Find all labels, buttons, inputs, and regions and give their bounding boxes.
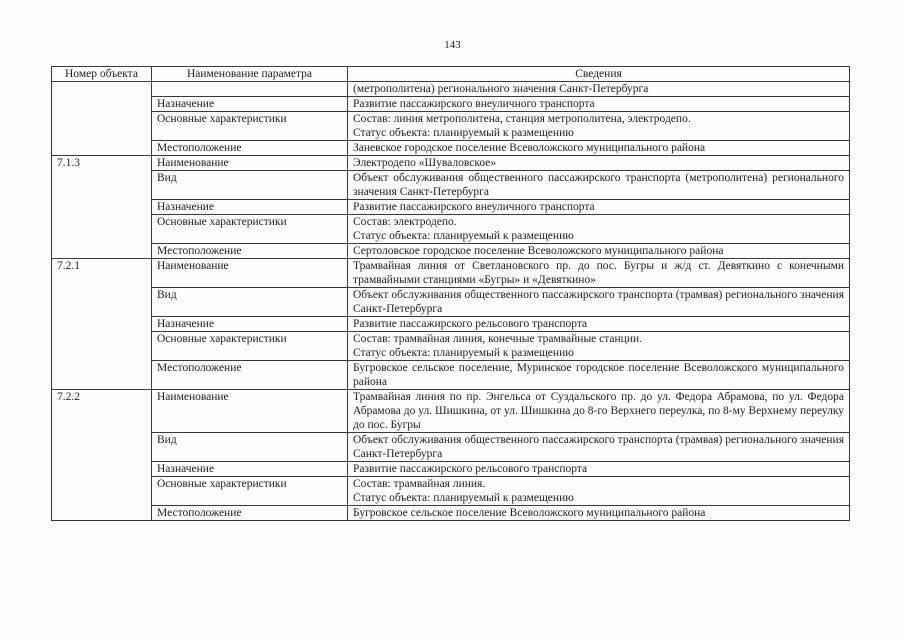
object-number-cell [52, 97, 152, 112]
details-line: Объект обслуживания общественного пассажирского транспорта (трамвая) регионального значения Санкт-Петербурга [353, 289, 844, 315]
objects-table [51, 66, 850, 521]
table-row [52, 82, 850, 97]
parameter-name-cell: Основные характеристики [152, 215, 348, 244]
parameter-name-cell: Наименование [152, 156, 348, 171]
details-cell [348, 332, 850, 361]
details-line: Трамвайная линия по пр. Энгельса от Суздальского пр. до ул. Федора Абрамова, по ул. Федора Абрамова до ул. Шишкина, от ул. Шишкина до 8-го Верхнего переулка, по 8-му Верхнему переулку до пос. Бугры [353, 391, 844, 431]
details-cell [348, 112, 850, 141]
parameter-name-cell: Вид [152, 288, 348, 317]
details-line: Развитие пассажирского рельсового транспорта [353, 463, 588, 475]
table-row [52, 477, 850, 506]
details-line: Развитие пассажирского внеуличного транспорта [353, 201, 595, 213]
details-line: Заневское городское поселение Всеволожского муниципального района [353, 142, 706, 154]
details-cell [348, 82, 850, 97]
object-number-cell [52, 332, 152, 361]
table-row [52, 462, 850, 477]
parameter-name-cell: Основные характеристики [152, 112, 348, 141]
object-number-cell [52, 215, 152, 244]
object-number-cell [52, 361, 152, 390]
object-number-cell [52, 200, 152, 215]
details-line: Развитие пассажирского рельсового транспорта [353, 318, 588, 330]
object-number-cell: 7.1.3 [52, 156, 152, 171]
header-details: Сведения [348, 67, 850, 82]
details-cell [348, 462, 850, 477]
object-number-cell [52, 317, 152, 332]
object-number-cell [52, 477, 152, 506]
table-row [52, 390, 850, 433]
object-number-cell [52, 141, 152, 156]
details-line: Объект обслуживания общественного пассажирского транспорта (трамвая) регионального значения Санкт-Петербурга [353, 434, 844, 460]
table-row [52, 317, 850, 332]
table-row [52, 112, 850, 141]
details-line: Состав: трамвайная линия, конечные трамвайные станции. [353, 333, 643, 345]
details-cell [348, 141, 850, 156]
object-number-cell [52, 244, 152, 259]
object-number-cell [52, 433, 152, 462]
table-row [52, 361, 850, 390]
details-cell [348, 215, 850, 244]
details-cell [348, 477, 850, 506]
details-cell [348, 361, 850, 390]
table-header-row [52, 67, 850, 82]
details-line: (метрополитена) регионального значения Санкт-Петербурга [353, 83, 649, 95]
parameter-name-cell [152, 82, 348, 97]
details-line: Состав: электродепо. [353, 216, 457, 228]
table-row [52, 141, 850, 156]
parameter-name-cell: Назначение [152, 317, 348, 332]
header-object-number: Номер объекта [52, 67, 152, 82]
details-line: Статус объекта: планируемый к размещению [353, 230, 574, 242]
table-body [52, 82, 850, 521]
object-number-cell [52, 288, 152, 317]
details-line: Состав: линия метрополитена, станция метрополитена, электродепо. [353, 113, 691, 125]
details-line: Трамвайная линия от Светлановского пр. до пос. Бугры и ж/д ст. Девяткино с конечными трамвайными станциями «Бугры» и «Девяткино» [353, 260, 844, 286]
parameter-name-cell: Наименование [152, 390, 348, 433]
parameter-name-cell: Назначение [152, 200, 348, 215]
table-row [52, 171, 850, 200]
details-cell [348, 390, 850, 433]
parameter-name-cell: Назначение [152, 97, 348, 112]
header-parameter-name: Наименование параметра [152, 67, 348, 82]
details-line: Бугровское сельское поселение Всеволожского муниципального района [353, 507, 706, 519]
parameter-name-cell: Местоположение [152, 244, 348, 259]
parameter-name-cell: Вид [152, 433, 348, 462]
object-number-cell [52, 112, 152, 141]
table-row [52, 156, 850, 171]
details-cell [348, 156, 850, 171]
details-line: Статус объекта: планируемый к размещению [353, 347, 574, 359]
parameter-name-cell: Назначение [152, 462, 348, 477]
table-row [52, 244, 850, 259]
details-line: Статус объекта: планируемый к размещению [353, 127, 574, 139]
details-cell [348, 97, 850, 112]
parameter-name-cell: Наименование [152, 259, 348, 288]
object-number-cell: 7.2.2 [52, 390, 152, 433]
details-cell [348, 200, 850, 215]
details-cell [348, 171, 850, 200]
object-number-cell [52, 171, 152, 200]
page-number: 143 [444, 39, 461, 51]
object-number-cell [52, 462, 152, 477]
details-cell [348, 433, 850, 462]
table-row [52, 215, 850, 244]
table-row [52, 97, 850, 112]
table-row [52, 433, 850, 462]
table-row [52, 506, 850, 521]
object-number-cell [52, 82, 152, 97]
table-row [52, 200, 850, 215]
details-cell [348, 259, 850, 288]
parameter-name-cell: Местоположение [152, 506, 348, 521]
table-row [52, 332, 850, 361]
parameter-name-cell: Вид [152, 171, 348, 200]
parameter-name-cell: Местоположение [152, 361, 348, 390]
table-row [52, 288, 850, 317]
details-line: Развитие пассажирского внеуличного транспорта [353, 98, 595, 110]
parameter-name-cell: Основные характеристики [152, 332, 348, 361]
table-row [52, 259, 850, 288]
object-number-cell [52, 506, 152, 521]
parameter-name-cell: Основные характеристики [152, 477, 348, 506]
details-cell [348, 317, 850, 332]
details-line: Состав: трамвайная линия. [353, 478, 486, 490]
details-line: Бугровское сельское поселение, Муринское городское поселение Всеволожского муниципального района [353, 362, 844, 388]
details-line: Статус объекта: планируемый к размещению [353, 492, 574, 504]
details-cell [348, 244, 850, 259]
details-line: Объект обслуживания общественного пассажирского транспорта (метрополитена) регионального значения Санкт-Петербурга [353, 172, 844, 198]
object-number-cell: 7.2.1 [52, 259, 152, 288]
details-cell [348, 288, 850, 317]
details-line: Сертоловское городское поселение Всеволожского муниципального района [353, 245, 724, 257]
details-line: Электродепо «Шуваловское» [353, 157, 497, 169]
parameter-name-cell: Местоположение [152, 141, 348, 156]
details-cell [348, 506, 850, 521]
